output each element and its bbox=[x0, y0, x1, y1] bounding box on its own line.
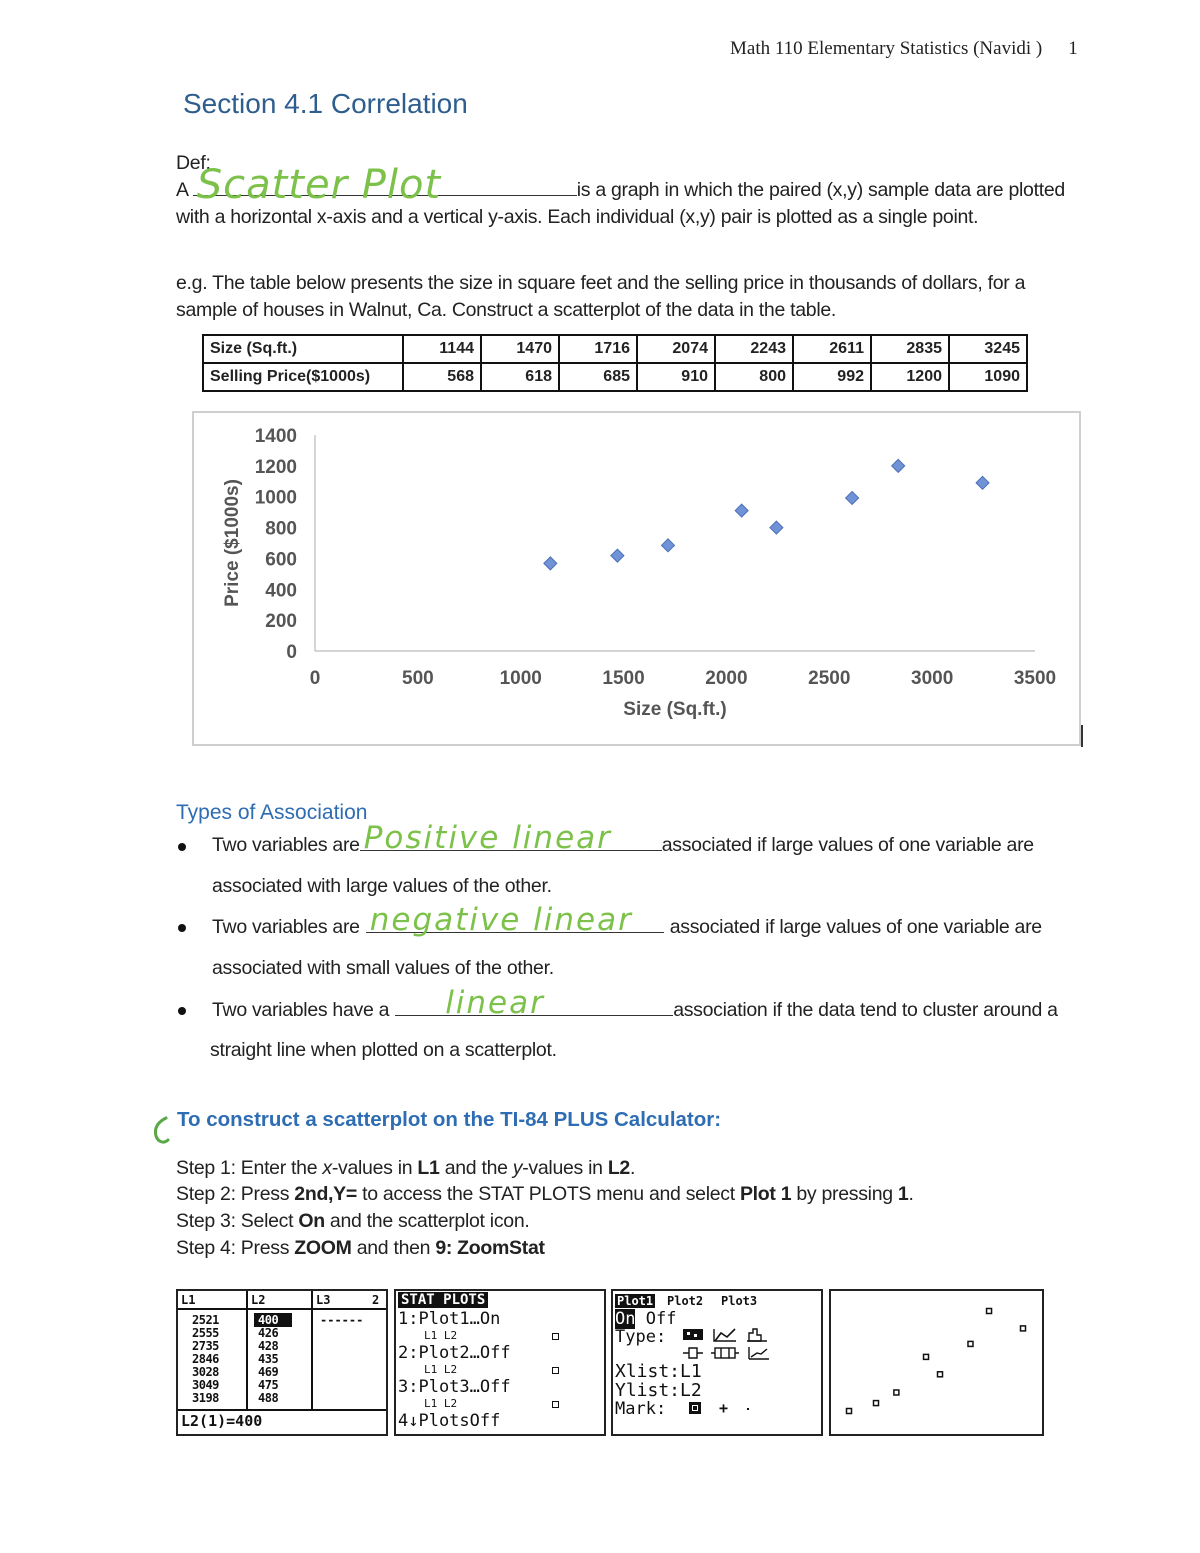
mark-dot-icon bbox=[747, 1408, 749, 1410]
y-tick-label: 1400 bbox=[254, 426, 297, 447]
handwritten-negative-linear: negative linear bbox=[369, 902, 633, 938]
assoc-item-2 bbox=[212, 902, 1042, 941]
table-row bbox=[203, 363, 1027, 391]
mark-square-selected-icon bbox=[689, 1402, 701, 1414]
table-cell: 992 bbox=[793, 363, 871, 391]
calc-data-point bbox=[968, 1341, 973, 1346]
plot2-lists: L1 L2 bbox=[424, 1363, 458, 1376]
divider bbox=[178, 1409, 386, 1411]
assoc-prefix: Two variables have a bbox=[212, 999, 390, 1021]
page-header bbox=[730, 38, 1078, 60]
x-axis-label: Size (Sq.ft.) bbox=[623, 699, 727, 720]
table-cell: 618 bbox=[481, 363, 559, 391]
calc-data-point bbox=[873, 1401, 878, 1406]
list-number: 2 bbox=[372, 1293, 380, 1307]
step-key: ZOOM bbox=[294, 1237, 352, 1259]
step-text: y bbox=[512, 1157, 523, 1179]
table-cell: 685 bbox=[559, 363, 637, 391]
ylist-line: Ylist:L2 bbox=[615, 1380, 702, 1401]
table-cell: 1200 bbox=[871, 363, 949, 391]
table-cell: 1716 bbox=[559, 335, 637, 363]
calc-scatter-svg bbox=[831, 1291, 1042, 1434]
table-row bbox=[203, 335, 1027, 363]
list-cell: 475 bbox=[258, 1378, 279, 1392]
scatter-chart-svg bbox=[194, 413, 1079, 744]
list-cell: 400 bbox=[254, 1313, 292, 1327]
stat-plots-title: STAT PLOTS bbox=[398, 1292, 488, 1308]
step-text: and then bbox=[351, 1237, 436, 1259]
plots-off-line: 4↓PlotsOff bbox=[398, 1411, 501, 1431]
assoc-item-1-line2: associated with large values of the other. bbox=[212, 875, 552, 897]
step-key: 1 bbox=[897, 1183, 909, 1205]
def-rest: is a graph in which the paired (x,y) sample data are plotted bbox=[576, 179, 1065, 201]
page-number: 1 bbox=[1068, 38, 1078, 59]
tab-plot1: Plot1 bbox=[617, 1294, 654, 1308]
tab-plot2: Plot2 bbox=[667, 1294, 704, 1308]
plot1-line: 1:Plot1…On bbox=[398, 1309, 501, 1329]
x-tick-label: 3500 bbox=[1013, 668, 1057, 689]
x-tick-label: 500 bbox=[402, 668, 434, 689]
assoc-item-3-line2: straight line when plotted on a scatterplot. bbox=[210, 1039, 557, 1061]
step-text: to access the STAT PLOTS menu and select bbox=[356, 1183, 740, 1205]
step-text: x bbox=[322, 1157, 332, 1179]
assoc-blank bbox=[366, 902, 664, 938]
row-header-price: Selling Price($1000s) bbox=[203, 363, 403, 391]
data-point bbox=[770, 521, 783, 534]
calc-screen-stat-plots bbox=[394, 1289, 606, 1436]
ti84-heading: To construct a scatterplot on the TI-84 PLUS Calculator: bbox=[177, 1108, 722, 1131]
list-cell: 2846 bbox=[192, 1352, 219, 1366]
step-text: . bbox=[629, 1157, 636, 1179]
calc-data-point bbox=[924, 1354, 929, 1359]
step-text: by pressing bbox=[791, 1183, 898, 1205]
list-l3-empty: ------ bbox=[320, 1313, 364, 1327]
handwritten-scatter-plot: Scatter Plot bbox=[196, 162, 442, 208]
list-cell: 2521 bbox=[192, 1313, 219, 1327]
handwritten-positive-linear: Positive linear bbox=[363, 820, 612, 856]
section-title: Section 4.1 Correlation bbox=[183, 88, 468, 119]
y-tick-label: 600 bbox=[265, 549, 297, 571]
def-line2: with a horizontal x-axis and a vertical y-axis. Each individual (x,y) pair is plotted as a single point. bbox=[176, 206, 979, 228]
mark-square-icon bbox=[552, 1333, 559, 1340]
list-header-l3: L3 bbox=[316, 1293, 331, 1307]
table-cell: 2074 bbox=[637, 335, 715, 363]
table-cell: 800 bbox=[715, 363, 793, 391]
list-cell: 3198 bbox=[192, 1391, 219, 1405]
calc-screen-plot1-settings bbox=[611, 1289, 823, 1436]
tab-plot3: Plot3 bbox=[721, 1294, 758, 1308]
list-cell: 435 bbox=[258, 1352, 279, 1366]
calc-data-point bbox=[938, 1372, 943, 1377]
mark-label: Mark: bbox=[615, 1399, 667, 1419]
table-cell: 1144 bbox=[403, 335, 481, 363]
assoc-blank bbox=[395, 985, 673, 1021]
step-key: Plot 1 bbox=[739, 1183, 792, 1205]
step-text: Step 1: Enter the bbox=[176, 1157, 323, 1179]
assoc-rest: associated if large values of one variable are bbox=[669, 916, 1042, 938]
data-point bbox=[976, 476, 989, 489]
y-tick-label: 1000 bbox=[254, 487, 297, 509]
table-cell: 1090 bbox=[949, 363, 1027, 391]
calc-screen-lists bbox=[176, 1289, 388, 1436]
def-prefix: A bbox=[176, 179, 189, 201]
x-tick-label: 1000 bbox=[499, 668, 542, 689]
table-cell: 910 bbox=[637, 363, 715, 391]
step-text: and the bbox=[439, 1157, 513, 1179]
data-point bbox=[662, 539, 675, 552]
data-point bbox=[846, 491, 859, 504]
y-tick-label: 200 bbox=[265, 611, 297, 633]
assoc-rest: association if the data tend to cluster around a bbox=[673, 999, 1058, 1021]
plot3-lists: L1 L2 bbox=[424, 1397, 458, 1410]
step-key: 2nd,Y= bbox=[294, 1183, 357, 1205]
list-cell: 3049 bbox=[192, 1378, 219, 1392]
calc-data-point bbox=[987, 1309, 992, 1314]
mark-square-icon bbox=[552, 1401, 559, 1408]
assoc-rest: associated if large values of one variable are bbox=[661, 834, 1034, 856]
x-tick-label: 2000 bbox=[705, 668, 748, 689]
divider bbox=[178, 1308, 386, 1310]
text-cursor bbox=[1081, 725, 1083, 747]
step-key: On bbox=[298, 1210, 325, 1232]
step-text: and the scatterplot icon. bbox=[324, 1210, 530, 1232]
step-text: Step 4: Press bbox=[176, 1237, 295, 1259]
list-cell: 3028 bbox=[192, 1365, 219, 1379]
step-3 bbox=[176, 1210, 529, 1233]
list-cell: 2735 bbox=[192, 1339, 219, 1353]
plot3-line: 3:Plot3…Off bbox=[398, 1377, 511, 1397]
calc-screen-zoomstat-plot bbox=[829, 1289, 1044, 1436]
table-cell: 2243 bbox=[715, 335, 793, 363]
list-cell: 2555 bbox=[192, 1326, 219, 1340]
assoc-item-1 bbox=[212, 820, 1034, 859]
handwritten-linear: linear bbox=[445, 985, 545, 1021]
y-axis-label: Price ($1000s) bbox=[222, 479, 243, 607]
y-tick-label: 1200 bbox=[254, 456, 297, 478]
house-data-table bbox=[202, 334, 1028, 392]
x-tick-label: 1500 bbox=[602, 668, 645, 689]
step-text: Step 3: Select bbox=[176, 1210, 299, 1232]
divider bbox=[311, 1291, 313, 1409]
table-cell: 2611 bbox=[793, 335, 871, 363]
step-text: -values in bbox=[522, 1157, 608, 1179]
example-line2: sample of houses in Walnut, Ca. Construct a scatterplot of the data in the table. bbox=[176, 299, 837, 321]
list-footer: L2(1)=400 bbox=[181, 1412, 263, 1430]
calc-data-point bbox=[847, 1409, 852, 1414]
plot1-lists: L1 L2 bbox=[424, 1329, 458, 1342]
list-header-l2: L2 bbox=[251, 1293, 266, 1307]
on-off-line bbox=[615, 1309, 676, 1329]
data-point bbox=[611, 549, 624, 562]
table-cell: 1470 bbox=[481, 335, 559, 363]
bullet-icon bbox=[178, 1007, 186, 1015]
list-cell: 488 bbox=[258, 1391, 279, 1405]
list-cell: 428 bbox=[258, 1339, 279, 1353]
step-text: Step 2: Press bbox=[176, 1183, 295, 1205]
calc-data-point bbox=[1021, 1326, 1026, 1331]
mark-plus-icon: + bbox=[719, 1399, 729, 1417]
y-tick-label: 800 bbox=[265, 518, 297, 540]
table-cell: 568 bbox=[403, 363, 481, 391]
types-heading: Types of Association bbox=[176, 801, 368, 824]
x-tick-label: 0 bbox=[309, 668, 321, 689]
plot2-line: 2:Plot2…Off bbox=[398, 1343, 511, 1363]
y-tick-label: 400 bbox=[265, 580, 297, 602]
row-header-size: Size (Sq.ft.) bbox=[203, 335, 403, 363]
mark-square-icon bbox=[552, 1367, 559, 1374]
step-2 bbox=[176, 1183, 914, 1206]
y-tick-label: 0 bbox=[286, 642, 297, 663]
handwritten-check-mark bbox=[150, 1116, 172, 1146]
assoc-item-2-line2: associated with small values of the other. bbox=[212, 957, 554, 979]
course-title: Math 110 Elementary Statistics (Navidi ) bbox=[730, 38, 1043, 59]
divider bbox=[246, 1291, 248, 1409]
x-tick-label: 2500 bbox=[808, 668, 851, 689]
type-label: Type: bbox=[615, 1327, 667, 1347]
table-cell: 3245 bbox=[949, 335, 1027, 363]
step-key: L2 bbox=[607, 1157, 630, 1179]
example-line1: e.g. The table below presents the size in square feet and the selling price in thousands of dollars, for a bbox=[176, 272, 1026, 294]
list-cell: 469 bbox=[258, 1365, 279, 1379]
step-text: . bbox=[908, 1183, 914, 1205]
def-blank bbox=[193, 162, 577, 208]
calc-data-point bbox=[894, 1390, 899, 1395]
step-key: 9: ZoomStat bbox=[435, 1237, 545, 1259]
scatter-chart bbox=[192, 411, 1081, 746]
step-key: L1 bbox=[417, 1157, 440, 1179]
list-cell: 426 bbox=[258, 1326, 279, 1340]
table-cell: 2835 bbox=[871, 335, 949, 363]
data-point bbox=[892, 459, 905, 472]
x-tick-label: 3000 bbox=[911, 668, 954, 689]
step-text: -values in bbox=[331, 1157, 418, 1179]
def-label: Def: bbox=[176, 152, 211, 174]
data-point bbox=[735, 504, 748, 517]
data-point bbox=[544, 557, 557, 570]
bullet-icon bbox=[178, 924, 186, 932]
off-option: Off bbox=[645, 1309, 677, 1329]
list-header-l1: L1 bbox=[181, 1293, 196, 1307]
plot-type-icons bbox=[681, 1327, 781, 1361]
step-4 bbox=[176, 1237, 545, 1260]
xlist-line: Xlist:L1 bbox=[615, 1361, 702, 1382]
assoc-prefix: Two variables are bbox=[212, 916, 360, 938]
step-1 bbox=[176, 1157, 635, 1180]
assoc-blank bbox=[360, 820, 662, 856]
assoc-item-3 bbox=[212, 985, 1058, 1024]
bullet-icon bbox=[178, 843, 186, 851]
on-option: On bbox=[615, 1309, 636, 1329]
assoc-prefix: Two variables are bbox=[212, 834, 360, 856]
